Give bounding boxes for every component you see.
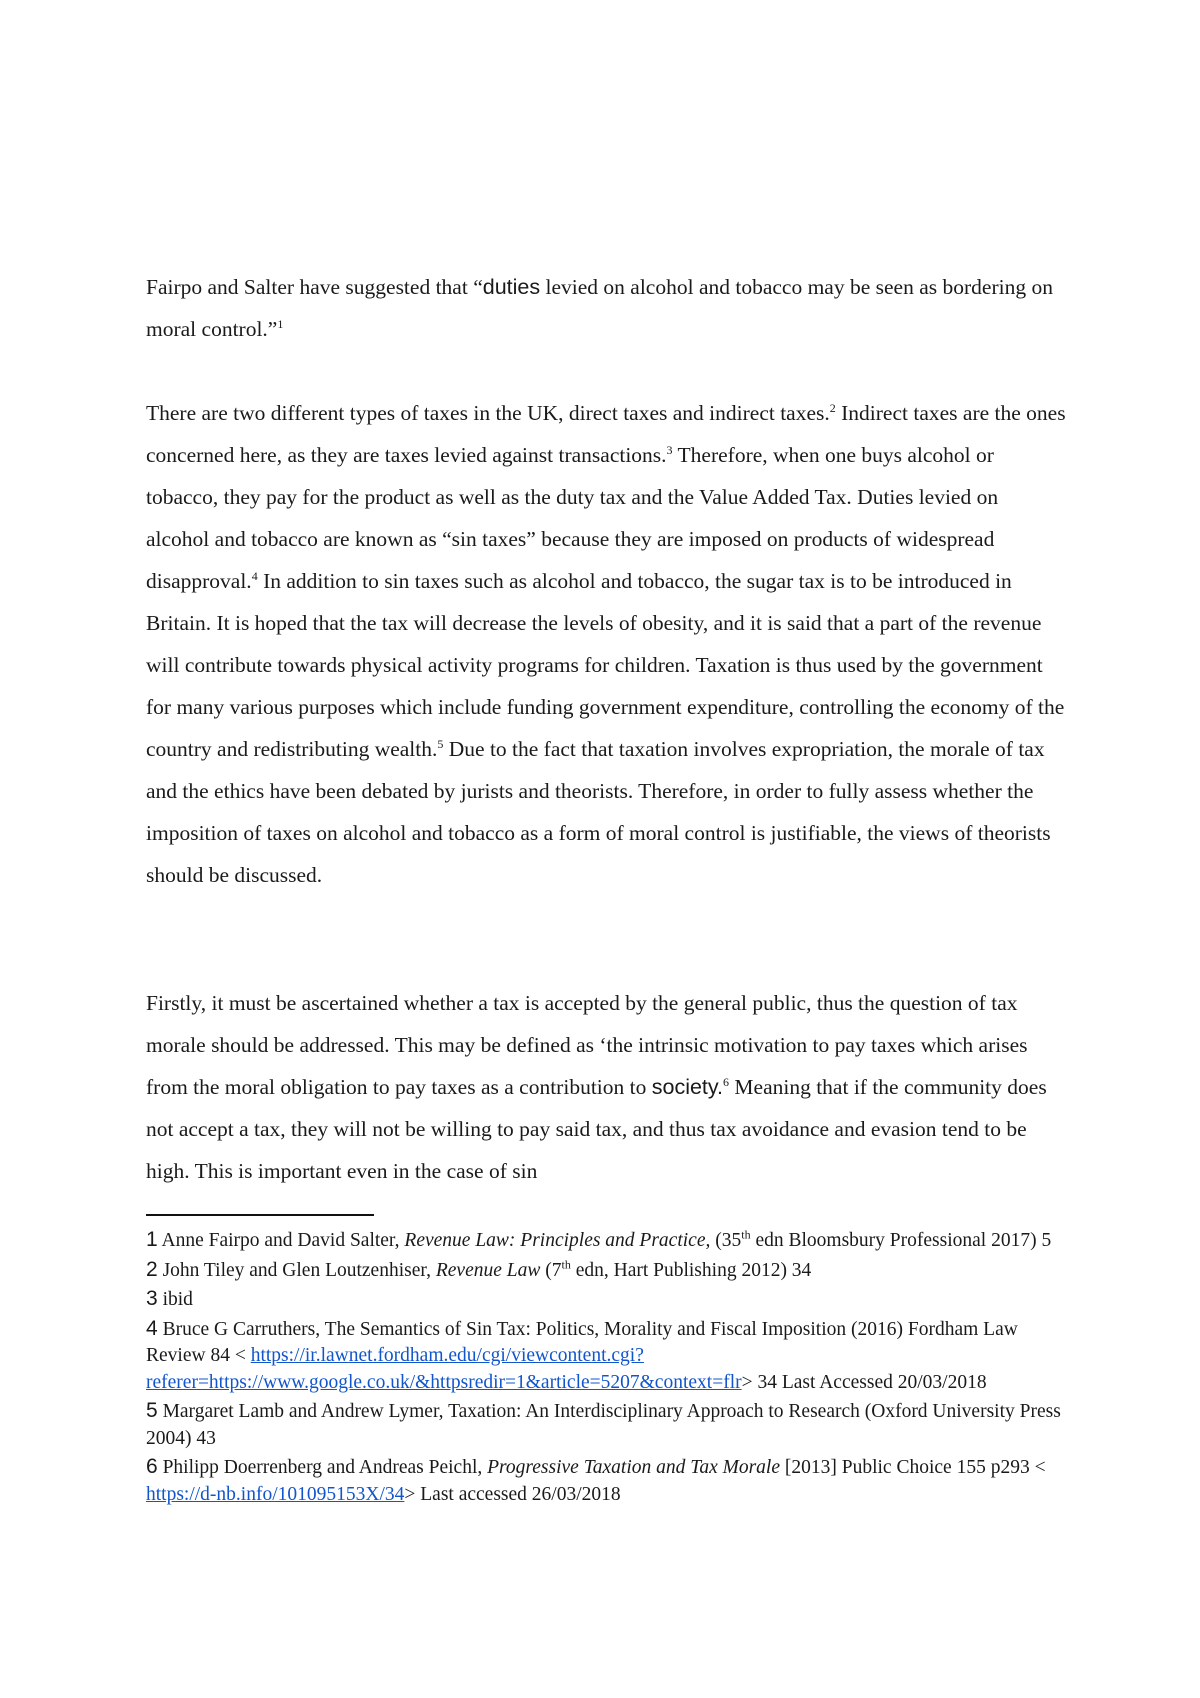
text: Due to the fact that taxation involves expropriation, the morale of tax and the ethics have been debated by jurists and theorists. Therefore, in order to fully assess whether the imposition of taxes on alcohol and tobacco as a form of moral control is justifiable, the views of theorists should be discussed. (146, 737, 1051, 887)
paragraph-2 (146, 392, 1066, 896)
text: > Last accessed 26/03/2018 (404, 1483, 621, 1505)
footnote-number: 1 (146, 1228, 158, 1251)
text: (7 (540, 1259, 562, 1281)
text: levied on alcohol and tobacco may be seen as bordering on moral control.” (146, 275, 1053, 341)
text: th (741, 1227, 751, 1242)
footnotes (146, 1227, 1076, 1510)
fordham-link[interactable]: https://ir.lawnet.fordham.edu/cgi/viewcontent.cgi?referer=https://www.google.co.uk/&httpsredir=1&article=5207&context=flr (146, 1345, 742, 1393)
work-title: Revenue Law: Principles and Practice, (404, 1230, 711, 1251)
text: duties (482, 275, 541, 299)
footnote-number: 3 (146, 1287, 158, 1310)
footnote-ref[interactable]: 5 (437, 736, 444, 751)
footnote-5 (146, 1398, 1076, 1452)
text: ibid (157, 1289, 193, 1310)
footnote-ref[interactable]: 6 (723, 1074, 730, 1089)
paragraph-1 (146, 266, 1066, 350)
text: John Tiley and Glen Loutzenhiser, (157, 1259, 436, 1281)
text: [2013] Public Choice 155 p293 < (780, 1457, 1046, 1478)
footnote-number: 4 (146, 1316, 158, 1340)
text: Margaret Lamb and Andrew Lymer, Taxation: An Interdisciplinary Approach to Research (Oxford University Press 2004) 43 (146, 1401, 1061, 1449)
footnote-2 (146, 1257, 1076, 1285)
text: Fairpo and Salter have suggested that “ (146, 275, 483, 299)
footnote-ref[interactable]: 4 (251, 568, 258, 583)
footnote-4 (146, 1316, 1076, 1397)
text: th (561, 1257, 571, 1271)
footnote-3 (146, 1286, 1076, 1314)
text: Anne Fairpo and David Salter, (157, 1230, 405, 1251)
text: Therefore, when one buys alcohol or tobacco, they pay for the product as well as the duty tax and the Value Added Tax. Duties levied on alcohol and tobacco are known as “sin taxes” because they are imposed on products of widespread disapproval. (146, 443, 999, 593)
text: Philipp Doerrenberg and Andreas Peichl, (157, 1457, 488, 1478)
text: Meaning that if the community does not accept a tax, they will not be willing to pay said tax, and thus tax avoidance and evasion tend to be high. This is important even in the case of sin (146, 1075, 1047, 1183)
paragraph-3 (146, 982, 1066, 1192)
footnote-ref[interactable]: 2 (829, 400, 836, 415)
footnote-1 (146, 1227, 1076, 1255)
footnote-number: 6 (146, 1455, 158, 1478)
text: In addition to sin taxes such as alcohol and tobacco, the sugar tax is to be introduced in Britain. It is hoped that the tax will decrease the levels of obesity, and it is said that a part of the revenue will contribute towards physical activity programs for children. Taxation is thus used by the government for many various purposes which include funding government expenditure, controlling the economy of the country and redistributing wealth. (146, 569, 1065, 761)
text: edn Bloomsbury Professional 2017) 5 (750, 1230, 1052, 1251)
footnote-separator (146, 1214, 374, 1216)
text: Firstly, it must be ascertained whether a tax is accepted by the general public, thus the question of tax morale should be addressed. This may be defined as ‘the intrinsic motivation to pay taxes which arises from the moral obligation to pay taxes as a contribution to (146, 991, 1028, 1099)
footnote-number: 2 (146, 1257, 158, 1281)
text: society. (651, 1075, 724, 1099)
text: > 34 Last Accessed 20/03/2018 (741, 1371, 987, 1393)
text: There are two different types of taxes in the UK, direct taxes and indirect taxes. (146, 401, 830, 425)
work-title: Progressive Taxation and Tax Morale (487, 1457, 781, 1478)
footnote-ref[interactable]: 3 (666, 442, 673, 457)
text: edn, Hart Publishing 2012) 34 (570, 1259, 812, 1281)
work-title: Revenue Law (435, 1259, 541, 1281)
text: Bruce G Carruthers, The Semantics of Sin Tax: Politics, Morality and Fiscal Imposition (2016) Fordham Law Review 84 < (146, 1318, 1018, 1366)
footnote-6 (146, 1454, 1076, 1508)
text: (35 (710, 1230, 742, 1251)
footnote-number: 5 (146, 1399, 158, 1422)
dnb-link[interactable]: https://d-nb.info/101095153X/34 (146, 1483, 405, 1505)
footnote-ref[interactable]: 1 (277, 316, 284, 331)
text: Indirect taxes are the ones concerned here, as they are taxes levied against transactions. (146, 401, 1066, 467)
